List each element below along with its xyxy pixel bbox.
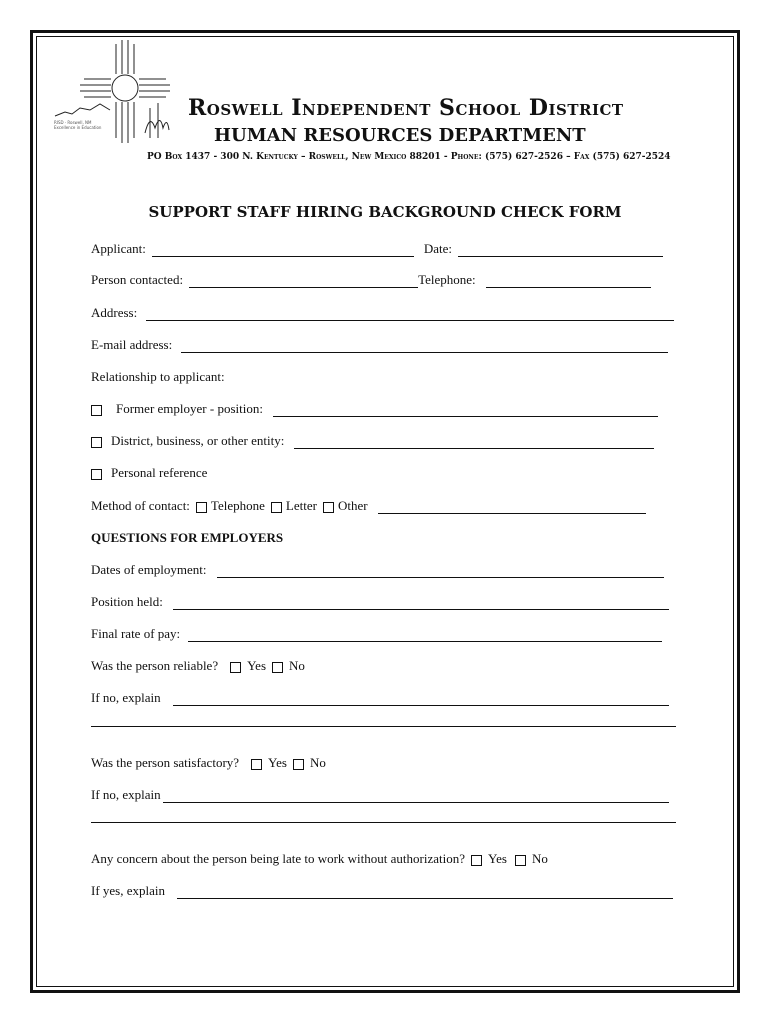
- satisfactory-yes-label: Yes: [268, 755, 287, 770]
- late-yes-label: Yes: [488, 851, 507, 866]
- email-field[interactable]: [181, 341, 668, 353]
- satisfactory-no-label: No: [309, 755, 326, 770]
- reliable-explain-line-2[interactable]: [91, 726, 676, 727]
- dates-employment-field[interactable]: [217, 566, 664, 578]
- late-explain-field[interactable]: [177, 887, 673, 899]
- telephone-label: Telephone:: [418, 272, 476, 287]
- late-explain-row: [91, 883, 673, 899]
- date-label: Date:: [423, 241, 453, 256]
- form-title: SUPPORT STAFF HIRING BACKGROUND CHECK FORM: [148, 203, 622, 221]
- late-explain-label: If yes, explain: [91, 883, 166, 898]
- reliable-question: Was the person reliable?: [91, 658, 219, 673]
- position-held-label: Position held:: [91, 594, 163, 609]
- district-field[interactable]: [294, 437, 654, 449]
- svg-text:Excellence in Education: Excellence in Education: [54, 125, 102, 130]
- email-row: [91, 337, 668, 353]
- other-checkbox[interactable]: [323, 502, 334, 513]
- reliable-explain-label: If no, explain: [91, 690, 161, 705]
- applicant-field[interactable]: [152, 245, 414, 257]
- late-question: Any concern about the person being late to work without authorization?: [91, 851, 466, 866]
- personal-reference-row: [91, 465, 207, 481]
- satisfactory-row: [91, 755, 326, 771]
- method-label: Method of contact:: [91, 498, 190, 513]
- other-option-label: Other: [337, 498, 368, 513]
- address-field[interactable]: [146, 309, 674, 321]
- person-contacted-label: Person contacted:: [91, 272, 184, 287]
- satisfactory-question: Was the person satisfactory?: [91, 755, 240, 770]
- letter-checkbox[interactable]: [271, 502, 282, 513]
- personal-reference-checkbox[interactable]: [91, 469, 102, 480]
- former-employer-label: Former employer - position:: [116, 401, 263, 416]
- date-field[interactable]: [458, 245, 663, 257]
- reliable-explain-field[interactable]: [173, 694, 669, 706]
- department-name: HUMAN RESOURCES DEPARTMENT: [214, 125, 586, 146]
- reliable-no-label: No: [289, 658, 305, 673]
- other-field[interactable]: [378, 502, 646, 514]
- reliable-yes-label: Yes: [247, 658, 267, 673]
- position-held-row: [91, 594, 669, 610]
- former-employer-checkbox[interactable]: [91, 405, 102, 416]
- satisfactory-explain-field[interactable]: [163, 791, 669, 803]
- position-held-field[interactable]: [173, 598, 669, 610]
- person-contacted-field[interactable]: [189, 276, 418, 288]
- former-employer-row: [91, 401, 658, 417]
- email-label: E-mail address:: [91, 337, 173, 352]
- dates-employment-label: Dates of employment:: [91, 562, 207, 577]
- satisfactory-explain-label: If no, explain: [91, 787, 161, 802]
- reliable-row: [91, 658, 305, 674]
- satisfactory-explain-line-2[interactable]: [91, 822, 676, 823]
- late-no-label: No: [531, 851, 548, 866]
- questions-heading: QUESTIONS FOR EMPLOYERS: [91, 530, 284, 545]
- telephone-option-label: Telephone: [210, 498, 265, 513]
- final-rate-field[interactable]: [188, 630, 662, 642]
- satisfactory-no-checkbox[interactable]: [293, 759, 304, 770]
- final-rate-row: [91, 626, 662, 642]
- address-label: Address:: [91, 305, 138, 320]
- letter-option-label: Letter: [285, 498, 317, 513]
- late-no-checkbox[interactable]: [515, 855, 526, 866]
- applicant-row: [91, 241, 663, 257]
- district-row: [91, 433, 654, 449]
- reliable-explain-row: [91, 690, 669, 706]
- svg-text:RISD · Roswell, NM: RISD · Roswell, NM: [54, 120, 92, 125]
- org-name: Roswell Independent School District: [188, 95, 624, 121]
- district-checkbox[interactable]: [91, 437, 102, 448]
- relationship-row: [91, 369, 225, 385]
- telephone-field[interactable]: [486, 276, 651, 288]
- method-row: [91, 498, 646, 514]
- address-row: [91, 305, 674, 321]
- final-rate-label: Final rate of pay:: [91, 626, 181, 641]
- relationship-label: Relationship to applicant:: [91, 369, 225, 384]
- satisfactory-explain-row: [91, 787, 669, 803]
- dates-employment-row: [91, 562, 664, 578]
- person-contacted-row: [91, 272, 651, 288]
- district-label: District, business, or other entity:: [111, 433, 285, 448]
- satisfactory-yes-checkbox[interactable]: [251, 759, 262, 770]
- telephone-checkbox[interactable]: [196, 502, 207, 513]
- reliable-yes-checkbox[interactable]: [230, 662, 241, 673]
- personal-reference-label: Personal reference: [111, 465, 208, 480]
- contact-address: PO Box 1437 - 300 N. Kentucky – Roswell, New Mexico 88201 - Phone: (575) 627-2526 – Fax (575) 627-2524: [147, 152, 671, 162]
- late-row: [91, 851, 548, 867]
- reliable-no-checkbox[interactable]: [272, 662, 283, 673]
- applicant-label: Applicant:: [91, 241, 146, 256]
- former-employer-field[interactable]: [273, 405, 658, 417]
- district-logo: [50, 38, 190, 148]
- late-yes-checkbox[interactable]: [471, 855, 482, 866]
